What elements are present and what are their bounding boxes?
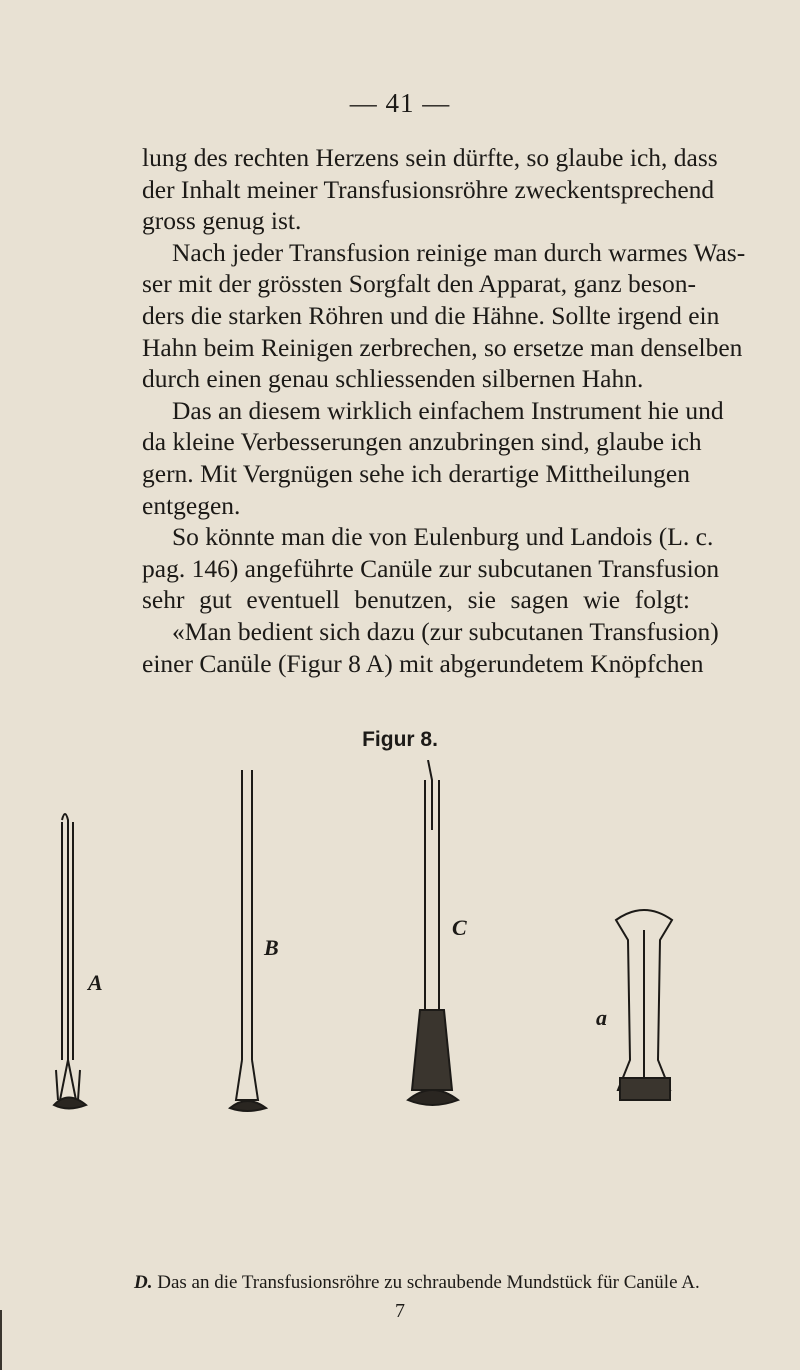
figure-label-b: B	[264, 935, 279, 960]
text-line: So könnte man die von Eulenburg und Landois (L. c.	[172, 522, 714, 552]
text-line: der Inhalt meiner Transfusionsröhre zweckentsprechend	[142, 174, 715, 204]
text-line: lung des rechten Herzens sein dürfte, so glaube ich, dass	[142, 143, 718, 172]
text-line: einer Canüle (Figur 8 A) mit abgerundetem Knöpfchen	[142, 648, 704, 678]
text-line: da kleine Verbesserungen anzubringen sind, glaube ich	[142, 427, 702, 457]
text-line: pag. 146) angeführte Canüle zur subcutanen Transfusion	[142, 553, 720, 583]
caption-lead: D.	[134, 1272, 153, 1293]
cannula-drawings	[40, 760, 760, 1200]
text-line: sehr gut eventuell benutzen, sie sagen wie folgt:	[142, 585, 690, 615]
text-line: «Man bedient sich dazu (zur subcutanen Transfusion)	[172, 616, 719, 646]
figure-label-c: C	[452, 915, 467, 940]
cannula-c-drawing	[408, 760, 458, 1105]
text-line: entgegen.	[142, 490, 241, 520]
caption-text: Das an die Transfusionsröhre zu schraubende Mundstück für Canüle A.	[157, 1272, 700, 1293]
figure-8-illustration	[40, 760, 760, 1200]
text-line: ders die starken Röhren und die Hähne. Sollte irgend ein	[142, 300, 720, 330]
text-line: Hahn beim Reinigen zerbrechen, so ersetze man denselben	[142, 332, 743, 362]
cannula-a-drawing	[54, 814, 86, 1109]
page-edge-mark	[0, 1310, 2, 1370]
text-line: ser mit der grössten Sorgfalt den Apparat, ganz beson-	[142, 269, 697, 299]
mouthpiece-d-drawing	[616, 910, 672, 1100]
body-text	[142, 142, 746, 679]
text-line: durch einen genau schliessenden silbernen Hahn.	[142, 364, 644, 394]
text-line: gross genug ist.	[142, 206, 302, 236]
figure-caption	[134, 1272, 700, 1294]
text-line: Das an diesem wirklich einfachem Instrument hie und	[172, 395, 724, 425]
text-line: gern. Mit Vergnügen sehe ich derartige Mittheilungen	[142, 458, 690, 488]
cannula-b-drawing	[230, 770, 266, 1111]
figure-label-a: A	[88, 970, 103, 995]
figure-title: Figur 8.	[362, 728, 438, 751]
page-number: — 41 —	[349, 88, 451, 118]
text-line: Nach jeder Transfusion reinige man durch warmes Was-	[172, 237, 746, 267]
figure-label-small-a: a	[596, 1005, 607, 1030]
caption-number: 7	[395, 1300, 405, 1322]
